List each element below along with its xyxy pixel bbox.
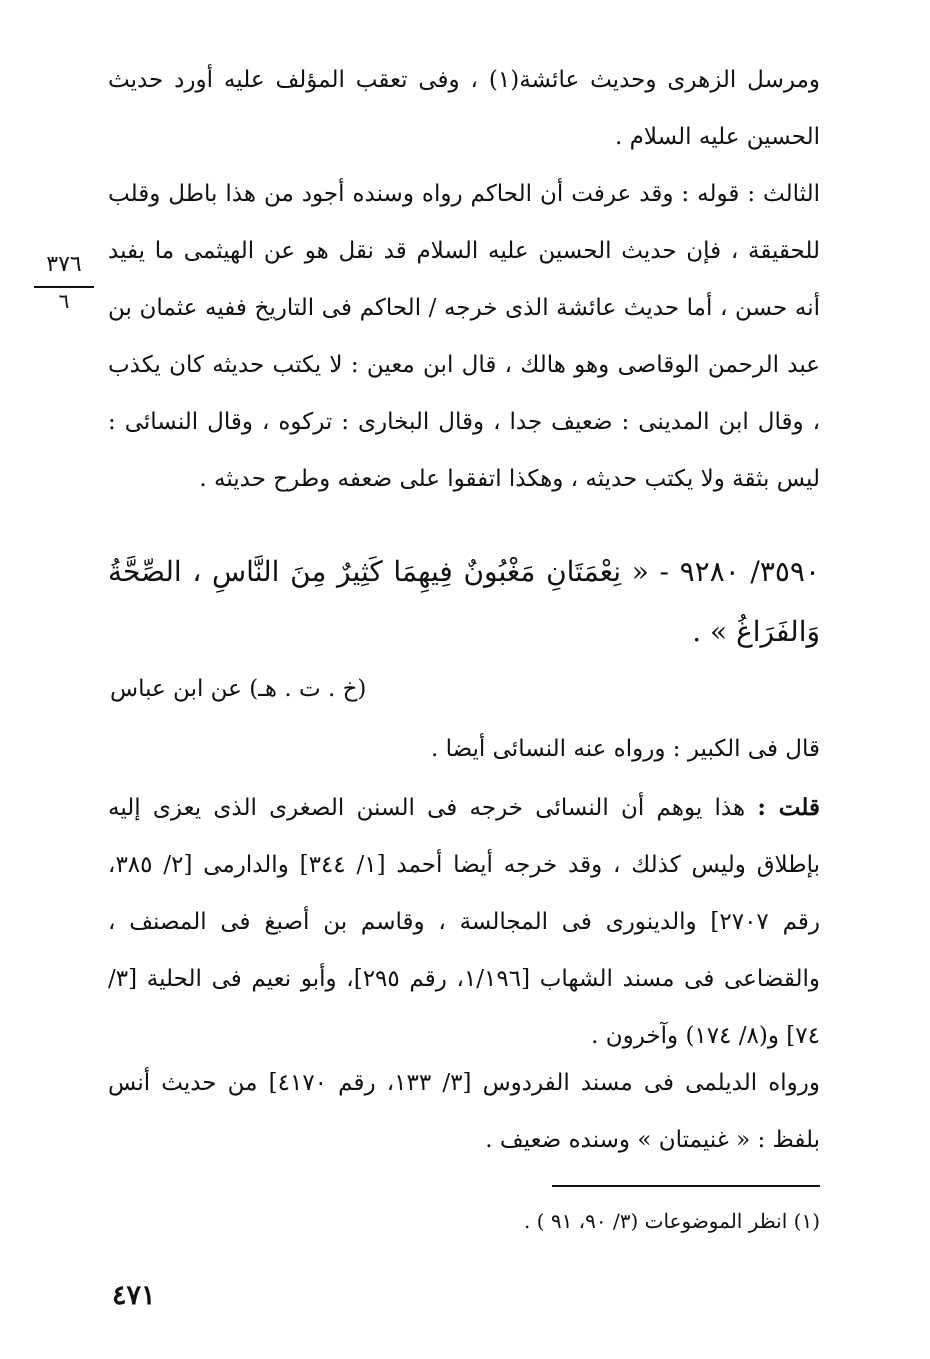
- margin-reference-page: ٣٧٦: [46, 252, 82, 277]
- margin-reference: [34, 252, 94, 313]
- hadith-source: (خ . ت . هـ) عن ابن عباس: [110, 676, 367, 702]
- paragraph-4: [108, 779, 820, 1065]
- margin-reference-rule: [34, 286, 94, 288]
- hadith-text: ٣٥٩٠/ ٩٢٨٠ - « نِعْمَتَانِ مَغْبُونٌ فِيهِمَا كَثِيرٌ مِنَ النَّاسِ ، الصِّحَّةُ وَالفَرَاغُ » .: [108, 555, 820, 648]
- paragraph-4-text: هذا يوهم أن النسائى خرجه فى السنن الصغرى الذى يعزى إليه بإطلاق وليس كذلك ، وقد خرجه أيضا أحمد [١/ ٣٤٤] والدارمى [٢/ ٣٨٥، رقم ٢٧٠٧] والدينورى فى المجالسة ، وقاسم بن أصبغ فى المصنف ، والقضاعى فى مسند الشهاب [١/١٩٦، رقم ٢٩٥]، وأبو نعيم فى الحلية [٣/ ٧٤] و(٨/ ١٧٤) وآخرون .: [108, 795, 820, 1049]
- margin-reference-volume: ٦: [58, 288, 70, 313]
- paragraph-2: الثالث : قوله : وقد عرفت أن الحاكم رواه وسنده أجود من هذا باطل وقلب للحقيقة ، فإن حديث الحسين عليه السلام قد نقل هو عن الهيثمى ما يفيد أنه حسن ، أما حديث عائشة الذى خرجه / الحاكم فى التاريخ ففيه عثمان بن عبد الرحمن الوقاصى وهو هالك ، قال ابن معين : لا يكتب حديثه كان يكذب ، وقال ابن المدينى : ضعيف جدا ، وقال البخارى : تركوه ، وقال النسائى : ليس بثقة ولا يكتب حديثه ، وهكذا اتفقوا على ضعفه وطرح حديثه .: [108, 181, 820, 492]
- footnote: (١) انظر الموضوعات (٣/ ٩٠، ٩١ ) .: [523, 1209, 820, 1233]
- footnote-divider: [552, 1185, 820, 1187]
- paragraph-5: ورواه الديلمى فى مسند الفردوس [٣/ ١٣٣، رقم ٤١٧٠] من حديث أنس بلفظ : « غنيمتان » وسنده ضعيف .: [108, 1070, 820, 1153]
- paragraph-1: ومرسل الزهرى وحديث عائشة(١) ، وفى تعقب المؤلف عليه أورد حديث الحسين عليه السلام .: [108, 67, 820, 150]
- paragraph-4-label: قلت :: [757, 794, 820, 821]
- paragraph-3: قال فى الكبير : ورواه عنه النسائى أيضا .: [430, 736, 820, 762]
- page-number: ٤٧١: [112, 1280, 156, 1311]
